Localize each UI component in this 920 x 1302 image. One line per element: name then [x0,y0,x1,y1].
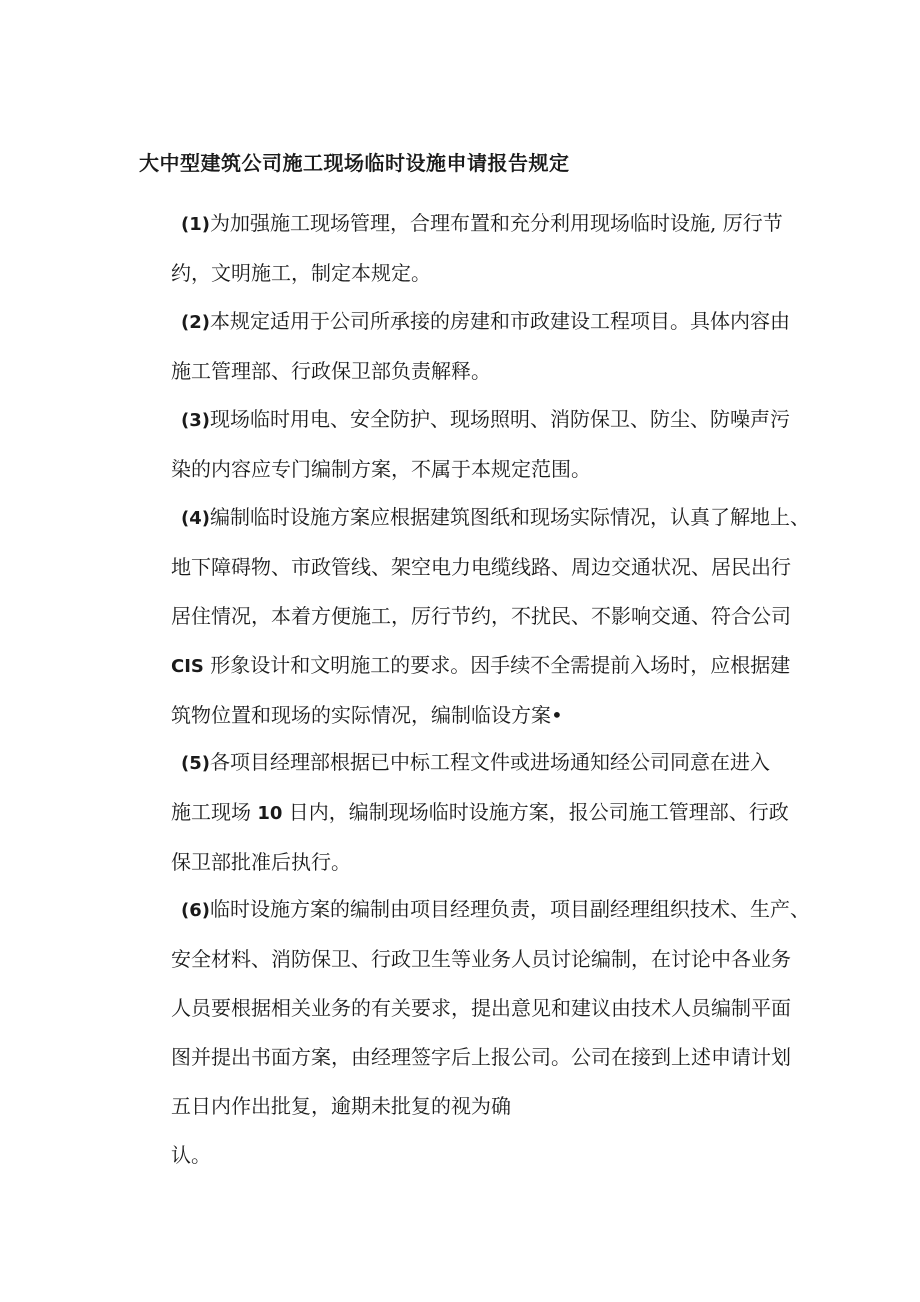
paragraph-text: 保卫部批准后执行。 [171,850,351,874]
paragraph-text: 现场临时用电、安全防护、现场照明、消防保卫、防尘、防噪声污 [209,407,790,431]
paragraph-number: (5) [181,753,210,774]
paragraph-text: 约，文明施工，制定本规定。 [171,261,431,285]
paragraph-text: 为加强施工现场管理，合理布置和充分利用现场临时设施, 厉行节 [209,211,783,235]
paragraph-text: 人员要根据相关业务的有关要求，提出意见和建议由技术人员编制平面 [171,996,791,1020]
paragraph-text: 日内，编制现场临时设施方案，报公司施工管理部、行政 [282,800,789,824]
paragraph-text: 各项目经理部根据已中标工程文件或进场通知经公司同意在进入 [209,750,770,774]
number-text: 10 [257,803,283,824]
paragraph-text: 地下障碍物、市政管线、架空电力电缆线路、周边交通状况、居民出行 [171,555,791,579]
paragraph-text: 安全材料、消防保卫、行政卫生等业务人员讨论编制，在讨论中各业务 [171,947,791,971]
paragraph-2 [171,297,791,396]
paragraph-text: 认。 [171,1143,211,1167]
paragraph-text: 五日内作出批复，逾期未批复的视为确 [171,1094,511,1118]
paragraph-number: (3) [181,410,210,431]
paragraph-text: 居住情况，本着方便施工，厉行节约，不扰民、不影响交通、符合公司 [171,604,791,628]
paragraph-text: 临时设施方案的编制由项目经理负责，项目副经理组织技术、生产、 [209,897,810,921]
paragraph-text: 编制临时设施方案应根据建筑图纸和现场实际情况，认真了解地上、 [209,505,810,529]
paragraph-text: 本规定适用于公司所承接的房建和市政建设工程项目。具体内容由 [209,309,790,333]
paragraph-number: (6) [181,900,210,921]
paragraph-number: (2) [181,312,210,333]
paragraph-3 [171,395,791,494]
paragraph-4 [171,493,810,740]
paragraph-text: 施工管理部、行政保卫部负责解释。 [171,359,491,383]
paragraph-text: 染的内容应专门编制方案，不属于本规定范围。 [171,457,591,481]
document-title: 大中型建筑公司施工现场临时设施申请报告规定 [139,151,570,175]
paragraph-text: 筑物位置和现场的实际情况，编制临设方案• [171,703,563,727]
paragraph-1 [171,199,791,298]
acronym-text: CIS [171,656,204,677]
paragraph-6 [171,885,810,1180]
paragraph-text: 形象设计和文明施工的要求。因手续不全需提前入场时，应根据建 [203,653,791,677]
paragraph-number: (4) [181,508,210,529]
paragraph-5 [171,738,791,887]
paragraph-text: 施工现场 [171,800,258,824]
paragraph-text: 图并提出书面方案，由经理签字后上报公司。公司在接到上述申请计划 [171,1045,791,1069]
paragraph-number: (1) [181,214,210,235]
